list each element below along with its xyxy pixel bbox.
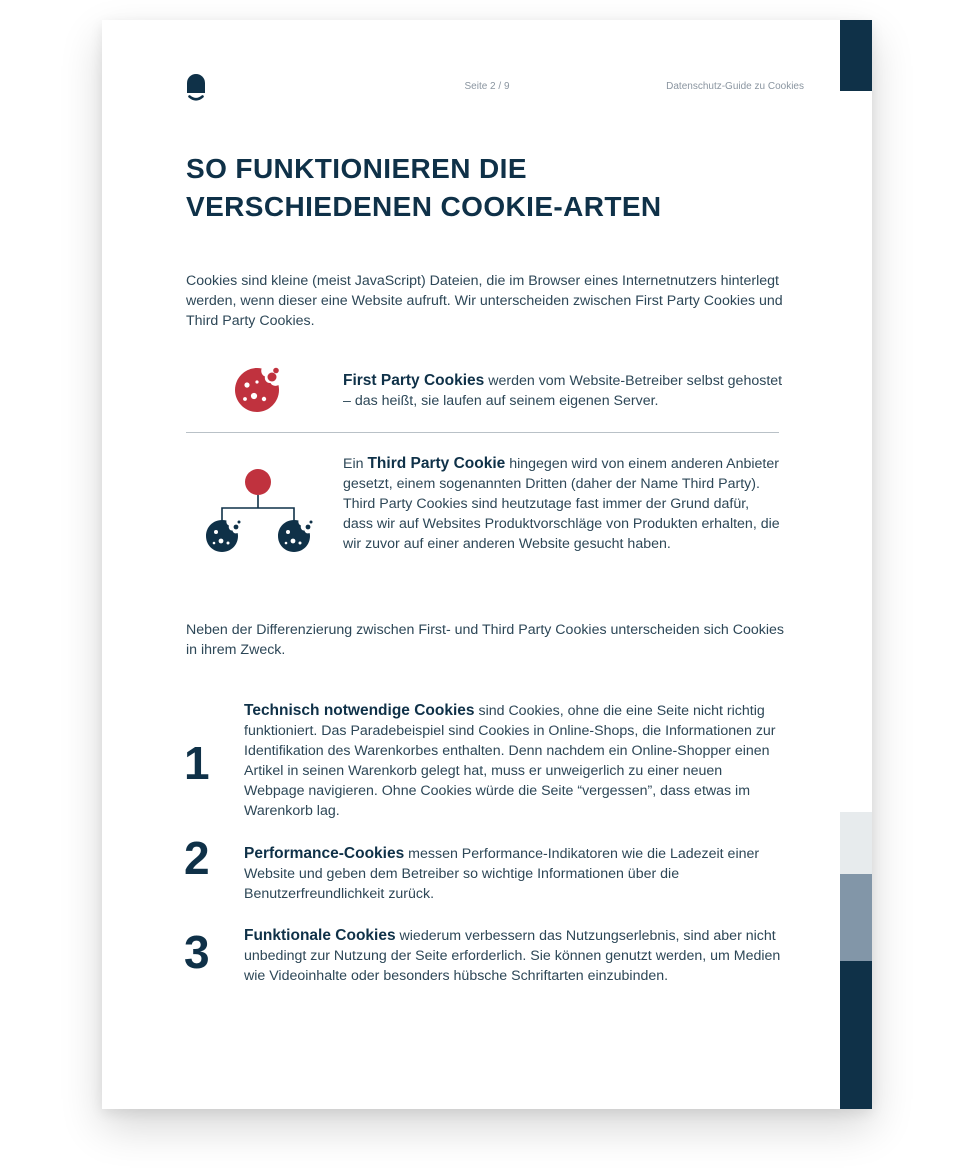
item-number-3: 3: [184, 926, 210, 978]
cookie-icon: [233, 366, 281, 414]
item-number-2: 2: [184, 832, 210, 884]
first-party-description: werden vom Website-Betreiber selbst gehostet – das heißt, sie laufen auf seinem eigenen Server.: [343, 373, 783, 409]
section-divider: [186, 432, 779, 433]
third-party-description: hingegen wird von einem anderen Anbieter gesetzt, einem sogenannten Dritten (daher der Name Third Party). Third Party Cookies sind heutzutage fast immer der Grund dafür, dass wir auf Websites Produktvorschläge von Produkten erhalten, die wir zuvor auf einer anderen Website gesucht haben.: [343, 456, 780, 552]
item-2-description: messen Performance-Indikatoren wie die Ladezeit einer Website und geben dem Betreiber so wichtige Informationen über die Benutzerfreundlichkeit zurück.: [244, 846, 760, 902]
differentiation-paragraph: Neben der Differenzierung zwischen First- und Third Party Cookies unterscheiden sich Cookies in ihrem Zweck.: [186, 622, 785, 658]
side-accent-dark: [840, 961, 872, 1109]
heading-line-2: VERSCHIEDENEN COOKIE-ARTEN: [186, 191, 662, 222]
item-1-term: Technisch notwendige Cookies: [244, 702, 475, 719]
item-1-description: sind Cookies, ohne die eine Seite nicht richtig funktioniert. Das Paradebeispiel sind Cookies in Online-Shops, die Informationen zur Identifikation des Warenkorbes enthalten. Denn nachdem ein Online-Shopper einen Artikel in seinen Warenkorb gelegt hat, muss er unweigerlich zu einer neuen Webpage navigieren. Ohne Cookies würde die Seite “vergessen”, dass etwas im Warenkorb lag.: [244, 703, 776, 819]
third-party-term: Third Party Cookie: [367, 455, 506, 472]
document-page: [102, 20, 872, 1109]
first-party-paragraph: [343, 371, 783, 411]
third-party-paragraph: [343, 454, 783, 554]
side-accent-top: [840, 20, 872, 91]
document-title: Datenschutz-Guide zu Cookies: [666, 81, 804, 92]
cookie-network-icon: [202, 468, 314, 556]
heading-line-1: SO FUNKTIONIEREN DIE: [186, 153, 527, 184]
item-3-text: [244, 926, 784, 986]
first-party-term: First Party Cookies: [343, 372, 485, 389]
item-3-term: Funktionale Cookies: [244, 927, 396, 944]
item-2-term: Performance-Cookies: [244, 845, 405, 862]
side-accent-mid: [840, 874, 872, 961]
page-number: Seite 2 / 9: [464, 81, 510, 92]
item-1-text: [244, 701, 784, 821]
side-accent-light: [840, 812, 872, 874]
intro-paragraph: Cookies sind kleine (meist JavaScript) Dateien, die im Browser eines Internetnutzers hinterlegt werden, wenn dieser eine Website aufruft. Wir unterscheiden zwischen First Party Cookies und Third Party Cookies.: [186, 273, 783, 329]
page-heading: [186, 150, 786, 226]
e-logo-icon: [186, 73, 206, 103]
item-3-description: wiederum verbessern das Nutzungserlebnis, sind aber nicht unbedingt zur Nutzung der Seite erforderlich. Sie können genutzt werden, um Medien wie Videoinhalte oder besonders hübsche Schriftarten einzubinden.: [244, 928, 781, 984]
third-party-prefix: Ein: [343, 456, 368, 472]
item-number-1: 1: [184, 737, 210, 789]
item-2-text: [244, 844, 784, 904]
